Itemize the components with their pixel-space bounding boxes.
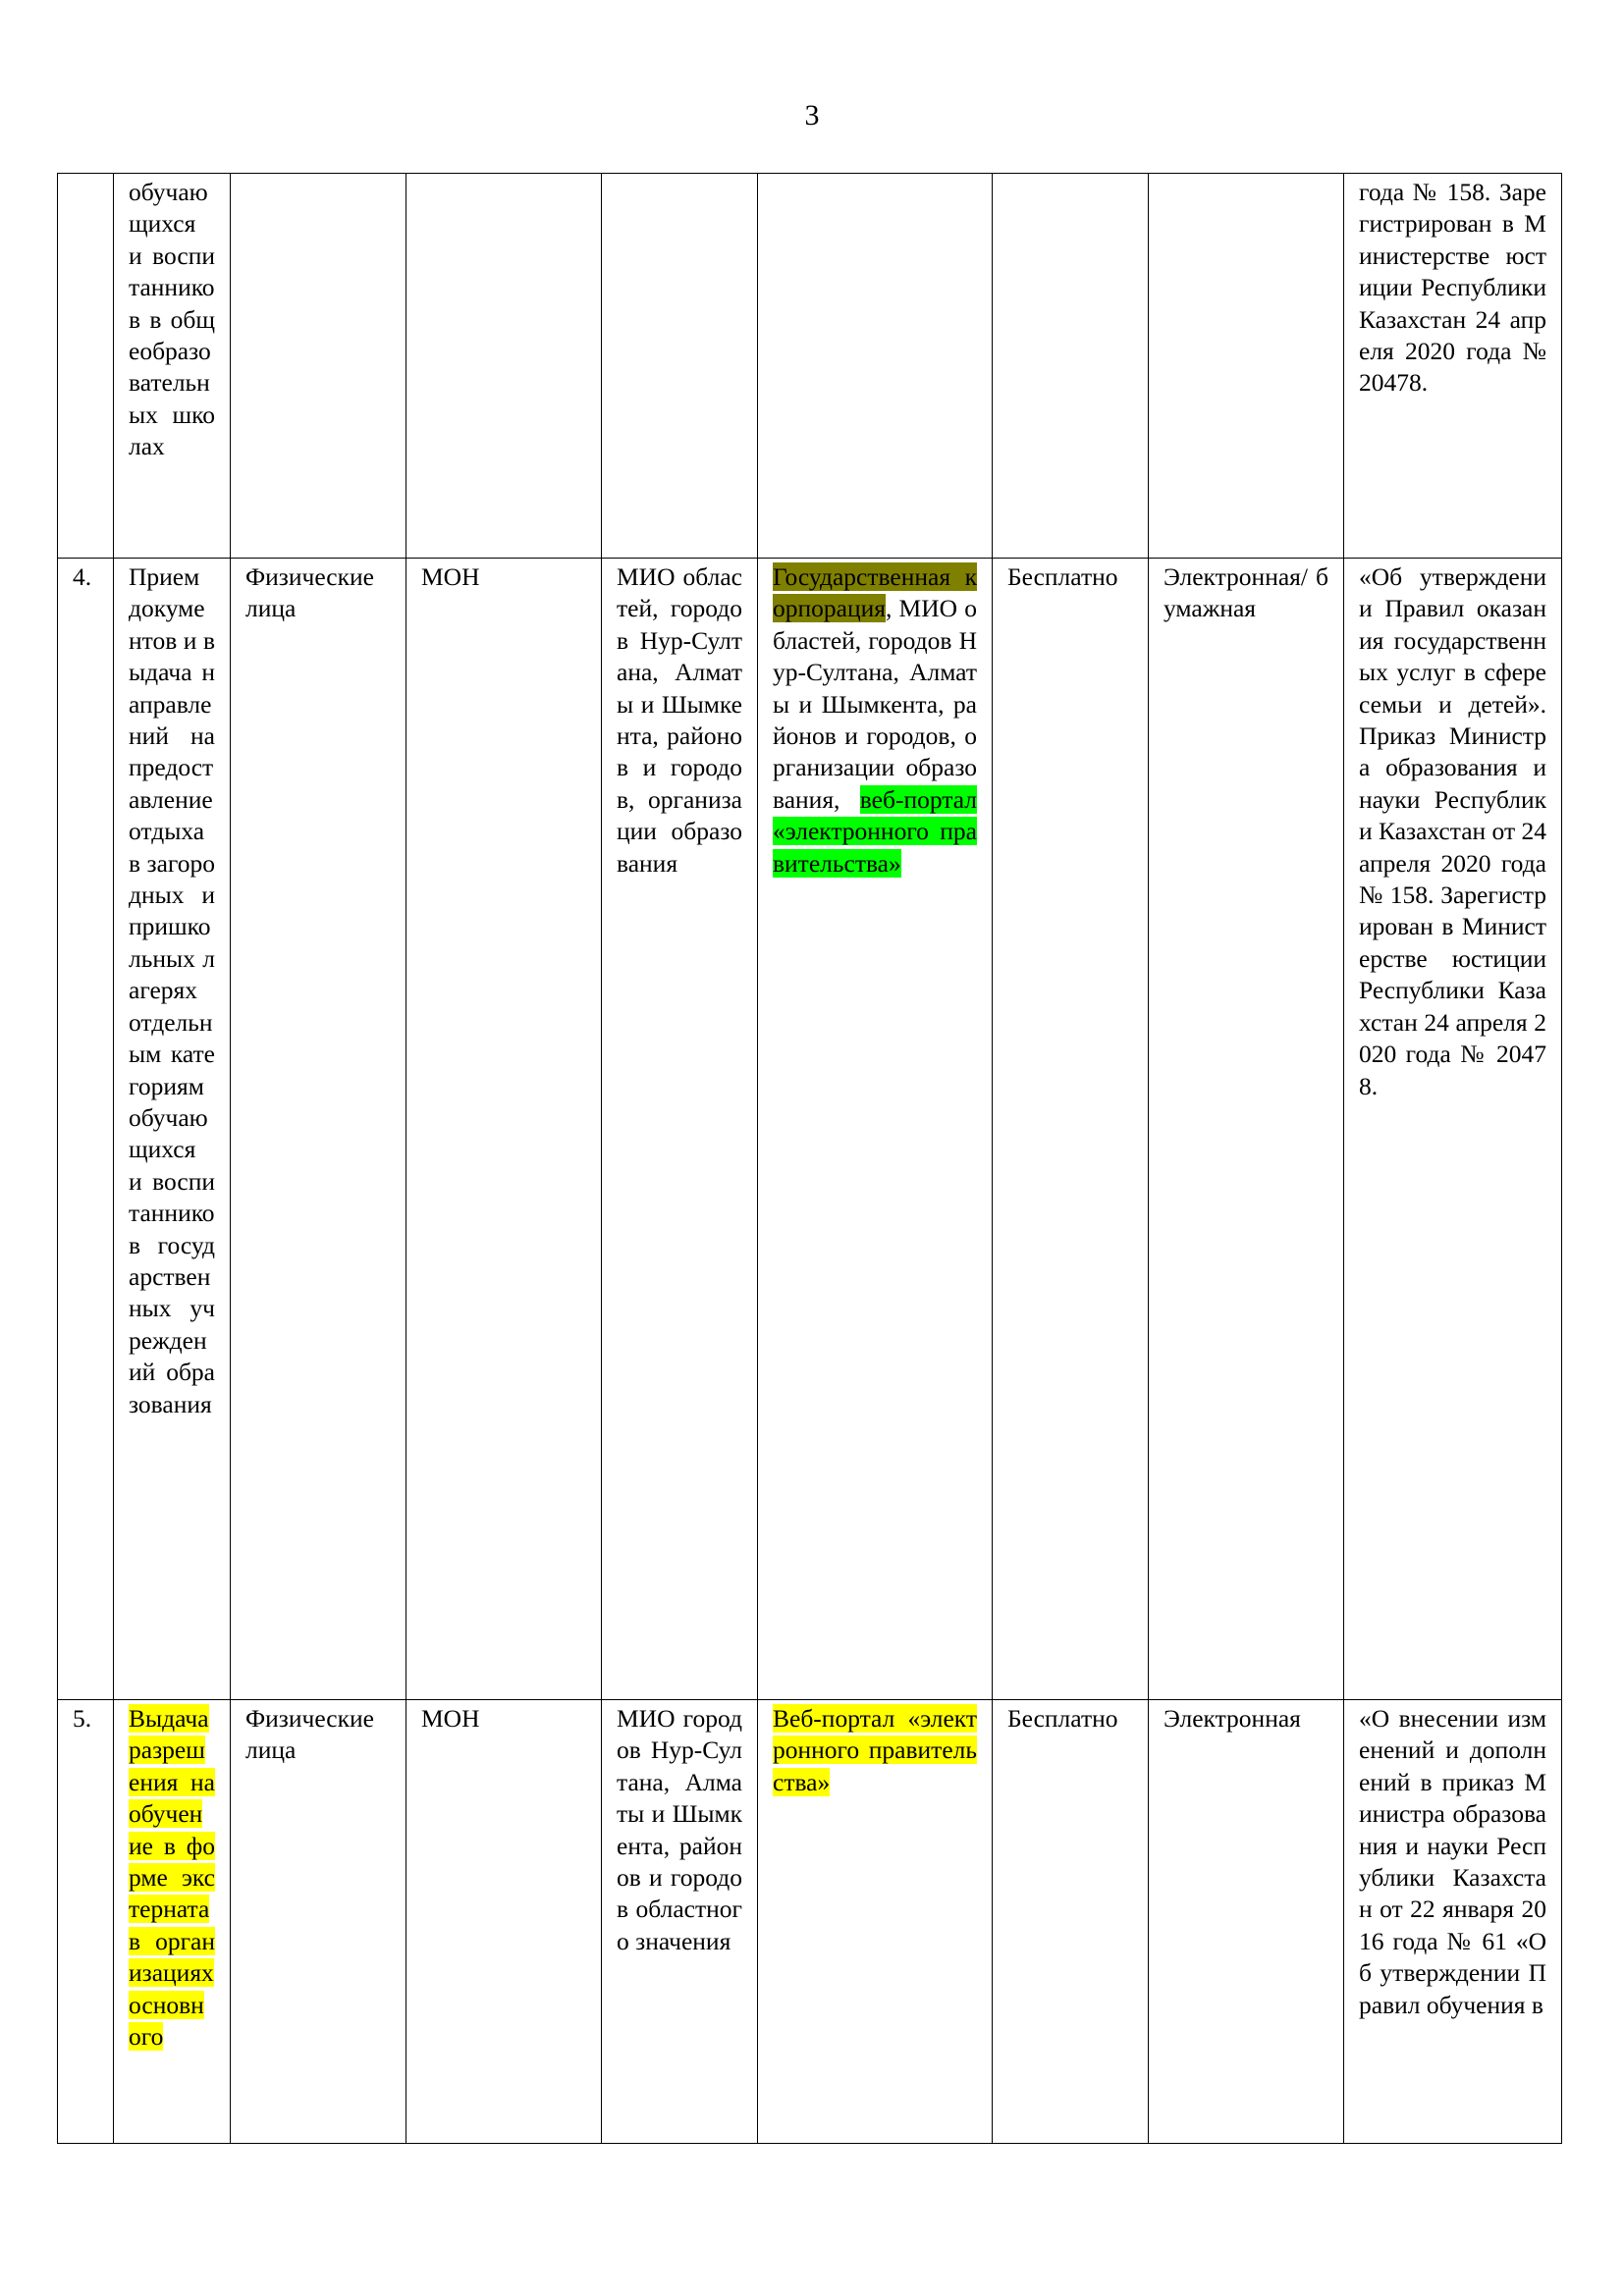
- service-name: [114, 1700, 231, 2144]
- service-cost: [993, 174, 1149, 559]
- legal-basis: «Об утверждении Правил оказания государственных услуг в сфере семьи и детей». Приказ Министра образования и науки Республики Казахстан от 24 апреля 2020 года № 158. Зарегистрирован в Министерстве юстиции Республики Казахстан 24 апреля 2020 года № 20478.: [1344, 559, 1562, 1700]
- legal-basis: «О внесении изменений и дополнений в приказ Министра образования и науки Республики Казахстан от 22 января 2016 года № 61 «Об утверждении Правил обучения в: [1344, 1700, 1562, 2144]
- service-recipient: [231, 174, 406, 559]
- highlighted-text: Веб-портал «электронного правительства»: [773, 1704, 977, 1796]
- service-recipient: Физические лица: [231, 559, 406, 1700]
- highlighted-text: Государственная корпорация: [773, 562, 977, 623]
- service-name: Прием документов и выдача направлений на предоставление отдыха в загородных и пришкольных лагерях отдельным категориям обучающихся и воспитанников государственных учреждений образования: [114, 559, 231, 1700]
- service-channel: [758, 174, 993, 559]
- service-recipient: Физические лица: [231, 1700, 406, 2144]
- service-form: Электронная: [1149, 1700, 1344, 2144]
- service-form: [1149, 174, 1344, 559]
- services-table: [57, 173, 1562, 2144]
- table-row: [58, 174, 1562, 559]
- row-number: [58, 174, 114, 559]
- service-form: Электронная/ бумажная: [1149, 559, 1344, 1700]
- service-provider: МИО городов Нур-Султана, Алматы и Шымкента, районов и городов областного значения: [602, 1700, 758, 2144]
- channel-text: , МИО областей, городов Нур-Султана, Алматы и Шымкента, районов и городов, организации образования,: [773, 594, 977, 814]
- table-row: [58, 559, 1562, 1700]
- highlighted-text: веб-портал «электронного правительства»: [773, 784, 977, 878]
- page-number: 3: [804, 99, 820, 132]
- service-provider: [602, 174, 758, 559]
- row-number: 5.: [58, 1700, 114, 2144]
- service-ministry: МОН: [406, 559, 602, 1700]
- service-provider: МИО областей, городов Нур-Султана, Алматы и Шымкента, районов и городов, организации образования: [602, 559, 758, 1700]
- legal-basis: года № 158. Зарегистрирован в Министерстве юстиции Республики Казахстан 24 апреля 2020 года № 20478.: [1344, 174, 1562, 559]
- service-cost: Бесплатно: [993, 1700, 1149, 2144]
- highlighted-text: Выдача разрешения на обучение в форме экстерната в организациях основного: [129, 1704, 215, 2052]
- row-number: 4.: [58, 559, 114, 1700]
- service-cost: Бесплатно: [993, 559, 1149, 1700]
- table-row: [58, 1700, 1562, 2144]
- service-ministry: [406, 174, 602, 559]
- service-ministry: МОН: [406, 1700, 602, 2144]
- service-channel: [758, 1700, 993, 2144]
- service-channel: [758, 559, 993, 1700]
- service-name: обучающихся и воспитанников в общеобразовательных школах: [114, 174, 231, 559]
